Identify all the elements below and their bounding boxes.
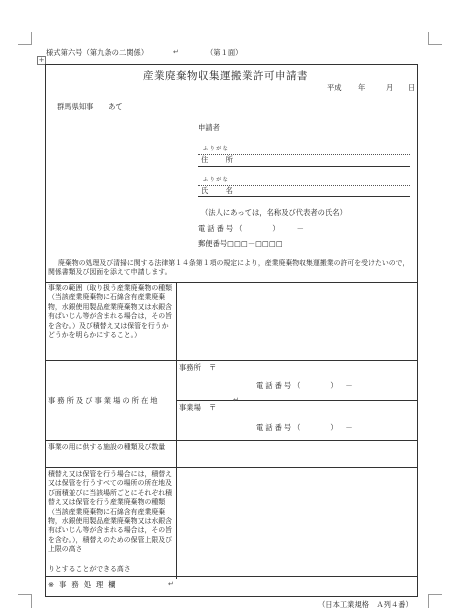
crop-mark xyxy=(428,594,442,595)
transfer-storage-last-line: りとすることができる高さ xyxy=(48,565,131,573)
paragraph-mark: ↵ xyxy=(233,396,239,404)
document-title: 産業廃棄物収集運搬業許可申請書 xyxy=(143,70,308,82)
name-ruby-line xyxy=(198,185,410,186)
row-line-3 xyxy=(45,467,417,468)
table-move-handle[interactable]: + xyxy=(38,56,45,64)
date-day: 日 xyxy=(408,83,416,92)
name-ruby: ふりがな xyxy=(203,177,230,183)
facilities-cell: 事業の用に供する施設の種類及び数量 xyxy=(48,443,166,451)
row-line-4 xyxy=(45,576,417,577)
paragraph-mark: ↵ xyxy=(173,48,179,56)
crop-mark xyxy=(428,594,429,608)
frame-top xyxy=(45,64,417,65)
row-line-1 xyxy=(45,360,417,361)
paragraph-mark: ↵ xyxy=(168,580,174,588)
address-ruby-line xyxy=(198,154,410,155)
applicant-postal: 郵便番号□□□－□□□□ xyxy=(198,239,283,248)
crop-mark xyxy=(31,594,32,608)
crop-mark xyxy=(428,44,442,45)
location-label: 事務所及び事業場の所在地 xyxy=(48,396,160,405)
row-line-2 xyxy=(45,440,417,441)
page-label: （第１面） xyxy=(206,48,243,57)
table-top-line xyxy=(45,282,417,283)
paper-size-note: （日本工業規格 Ａ列４番） xyxy=(318,600,413,609)
applicant-label: 申請者 xyxy=(198,123,220,132)
business-scope-cell: 事業の範囲（取り扱う産業廃棄物の種類（当該産業廃棄物に石綿含有産業廃棄物，水銀使用製品産業廃棄物又は水銀含有ばいじん等が含まれる場合は，その旨を含む。）及び積替え又は保管を行うかどうかを明らかにすること。） xyxy=(48,284,173,340)
frame-left xyxy=(45,64,46,597)
frame-bottom xyxy=(45,596,417,597)
office-use-label: ※事務処理欄 xyxy=(48,580,121,589)
address-label: 住 所 xyxy=(201,155,238,164)
site-label: 事業場 xyxy=(179,403,201,412)
office-phone: 電話番号（ ） － xyxy=(256,381,355,390)
intro-text: 廃棄物の処理及び清掃に関する法律第１４条第１項の規定により，産業廃棄物収集運搬業の許可を受けたいので，関係書類及び図面を添えて申請します。 xyxy=(48,259,410,277)
date-era: 平成 xyxy=(327,83,342,92)
form-number: 様式第六号（第九条の二関係） xyxy=(46,48,149,57)
row-line-office xyxy=(176,400,417,401)
label-column-divider xyxy=(176,282,177,579)
office-label: 事務所 xyxy=(179,363,201,372)
transfer-storage-cell: 積替え又は保管を行う場合には，積替え又は保管を行うすべての場所の所在地及び面積並びに当該場所ごとにそれぞれ積替え又は保管を行う産業廃棄物の種類（当該産業廃棄物に石綿含有産業廃棄物，水銀使用製品産業廃棄物又は水銀含有ばいじん等が含まれる場合は，その旨を含む。），積替えのための保管上限及び上限の高さ xyxy=(48,470,173,554)
corporation-note: （法人にあっては，名称及び代表者の氏名） xyxy=(201,208,347,217)
site-phone: 電話番号（ ） － xyxy=(256,423,355,432)
address-line xyxy=(198,166,410,167)
date-year: 年 xyxy=(358,83,366,92)
office-postal-mark: 〒 xyxy=(209,363,217,372)
crop-mark xyxy=(18,44,32,45)
applicant-phone: 電話番号（ ） － xyxy=(198,224,306,233)
name-label: 氏 名 xyxy=(201,186,238,195)
date-month: 月 xyxy=(386,83,394,92)
site-postal-mark: 〒 xyxy=(209,403,217,412)
name-line xyxy=(198,196,410,197)
crop-mark xyxy=(18,594,32,595)
address-ruby: ふりがな xyxy=(203,146,230,152)
addressee: 群馬県知事 あて xyxy=(57,102,123,111)
frame-right xyxy=(417,64,418,597)
